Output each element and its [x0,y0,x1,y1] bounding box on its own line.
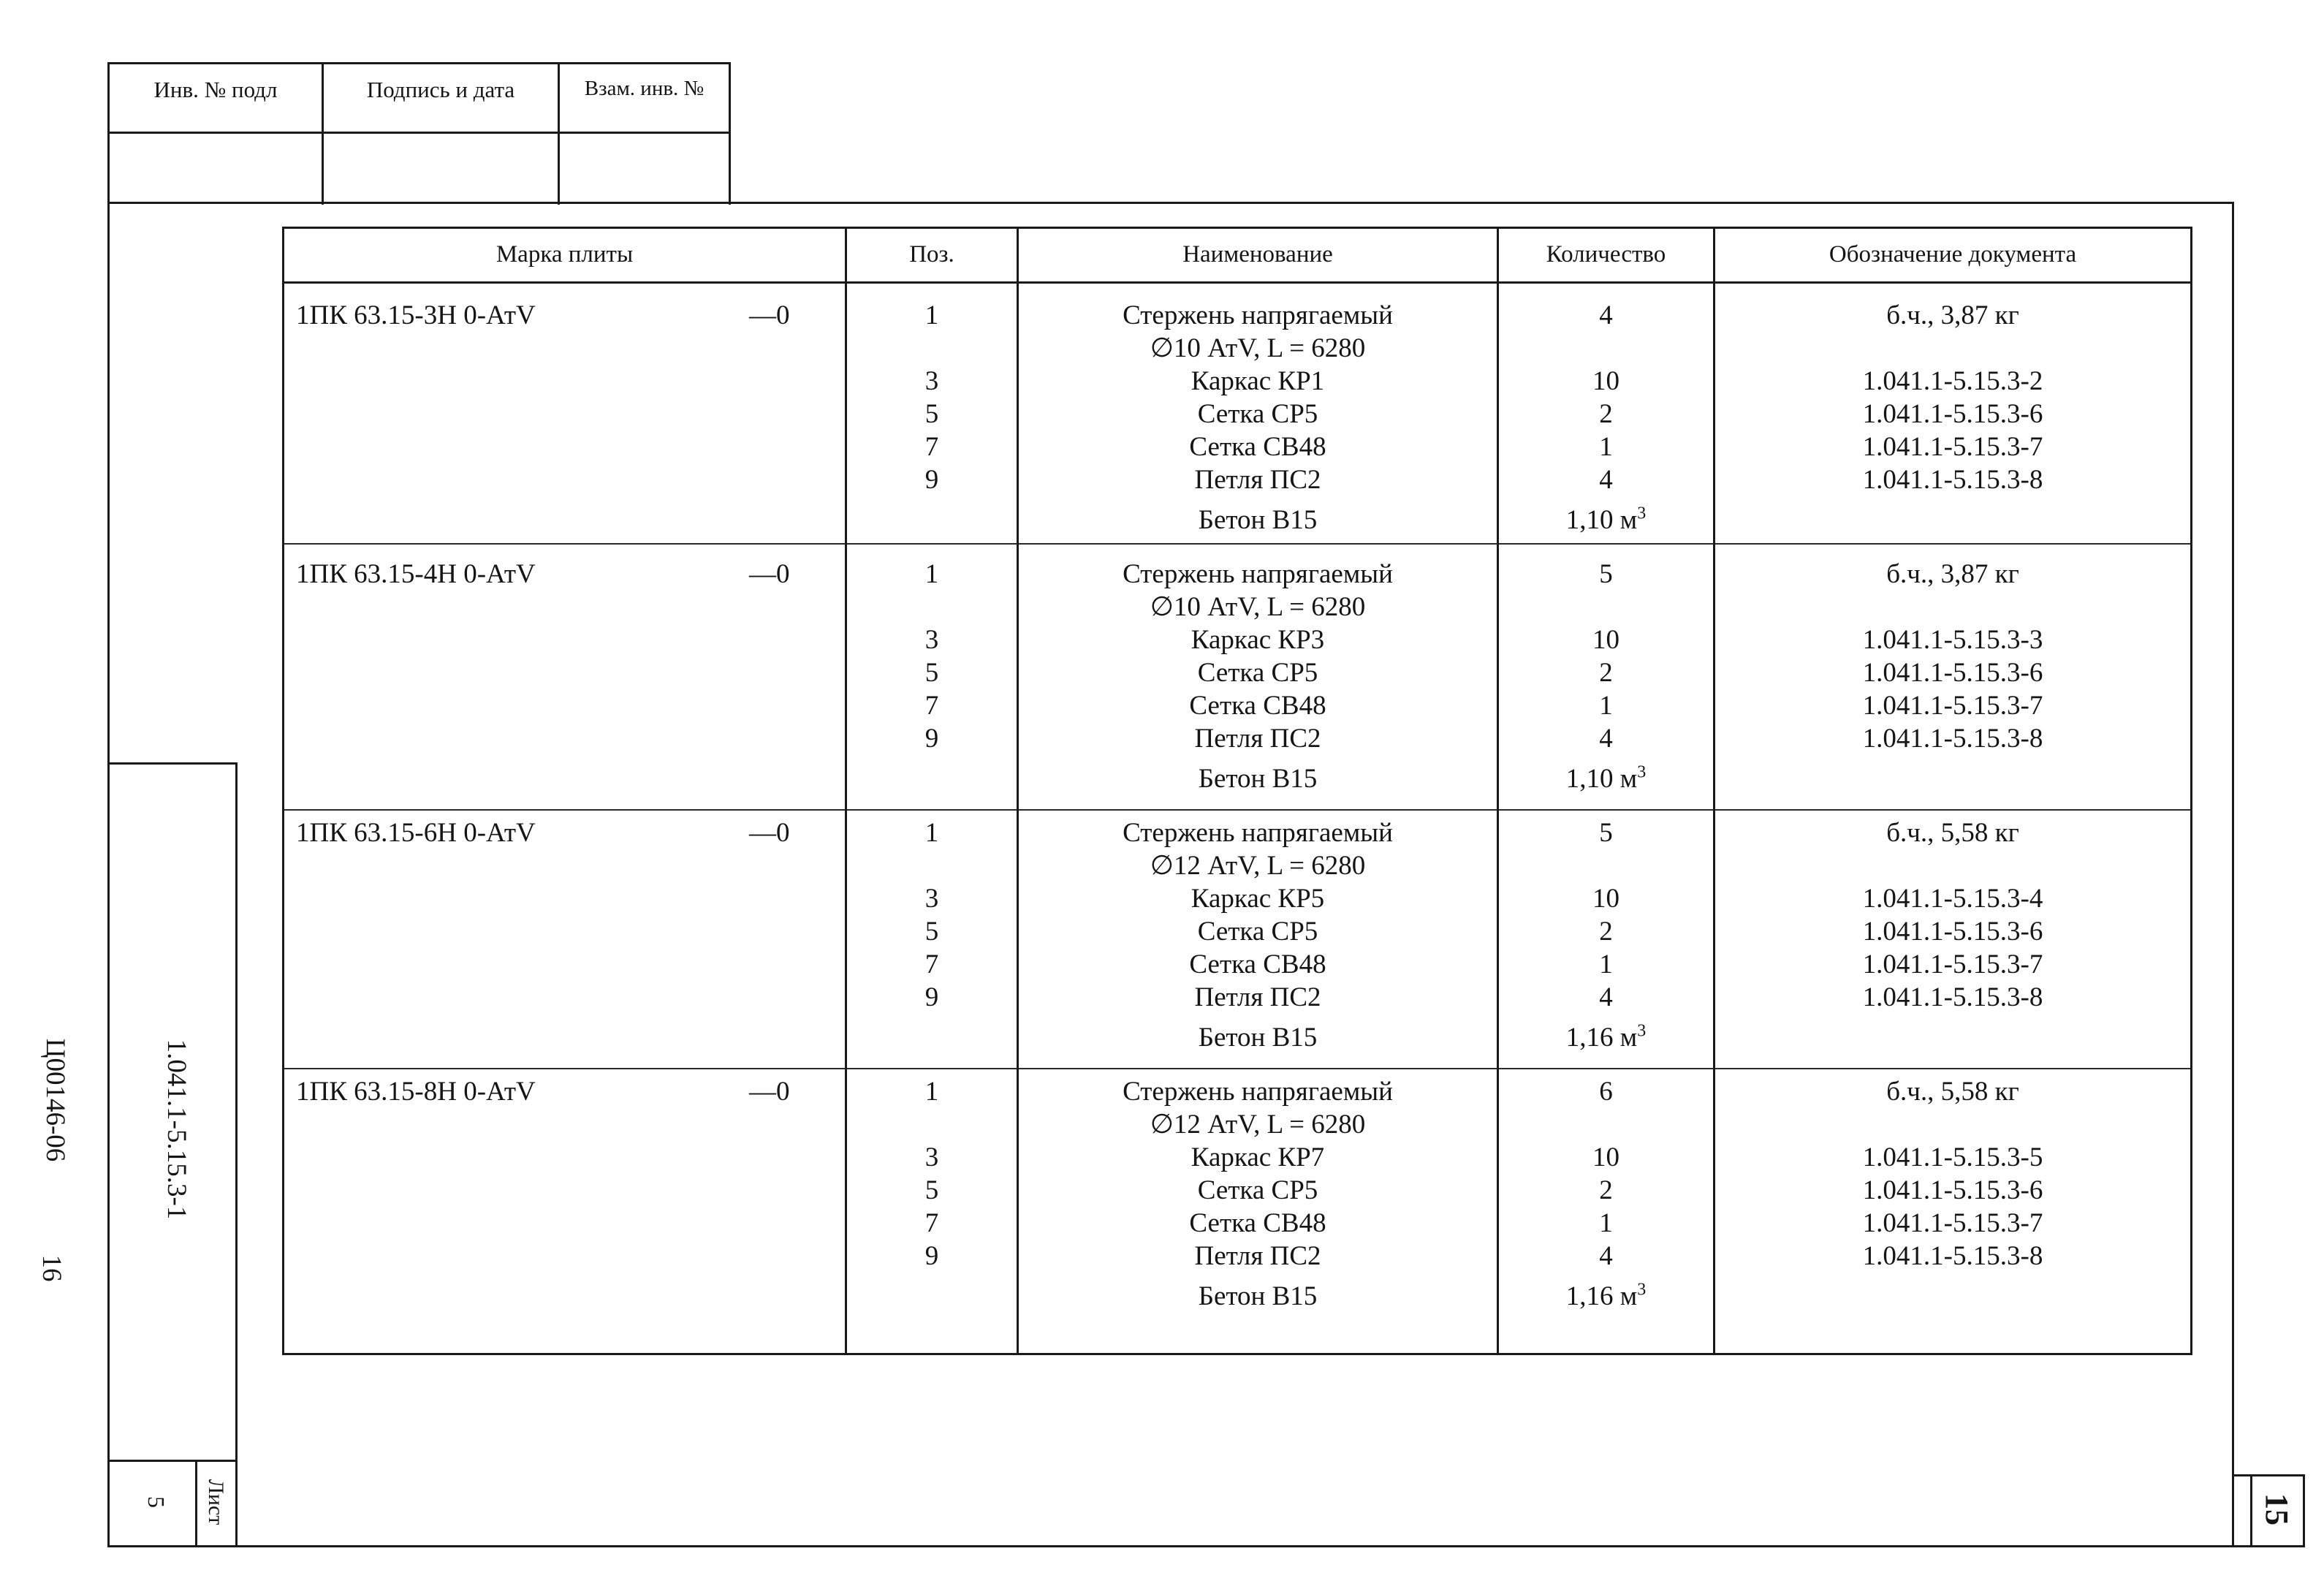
item-name: Каркас КР5 [1191,884,1325,914]
item-doc: 1.041.1-5.15.3-6 [1862,658,2043,688]
item-pos: 9 [924,982,939,1012]
item-qty: 10 [1592,625,1619,655]
concrete-name: Бетон В15 [1198,764,1318,794]
archive-page: 16 [37,1254,67,1282]
item-name: ∅10 АтV, L = 6280 [1150,592,1366,622]
item-name: Петля ПС2 [1194,465,1321,495]
item-pos: 9 [924,724,939,754]
plate-mark-suffix: —0 [749,559,790,589]
item-qty: 1 [1599,432,1613,462]
unit-power: 3 [1637,1021,1647,1041]
item-doc: 1.041.1-5.15.3-6 [1862,917,2043,947]
item-qty [1499,333,1713,365]
item-name: Стержень напрягаемый [1123,559,1393,589]
item-pos: 1 [924,818,939,848]
item-name: Сетка СР5 [1197,917,1318,947]
header-name: Наименование [1182,241,1333,268]
item-pos: 9 [924,1241,939,1271]
item-qty: 10 [1592,366,1619,396]
item-name: ∅12 АтV, L = 6280 [1150,851,1366,881]
concrete-name: Бетон В15 [1198,1281,1318,1311]
plate-mark-suffix: —0 [749,1077,790,1107]
item-doc: 1.041.1-5.15.3-3 [1862,625,2043,655]
item-pos: 5 [924,1175,939,1205]
unit-power: 3 [1637,504,1647,523]
item-qty: 1 [1599,691,1613,721]
item-qty: 10 [1592,884,1619,914]
unit-power: 3 [1637,1280,1647,1300]
item-name: Стержень напрягаемый [1123,1077,1393,1107]
archive-code: Ц00146-06 [40,1038,70,1162]
item-name: Каркас КР3 [1191,625,1325,655]
item-qty: 1 [1599,1208,1613,1238]
item-qty: 4 [1599,1241,1613,1271]
item-name: Сетка СР5 [1197,658,1318,688]
concrete-qty: 1,16 $м^3$ [1565,1280,1647,1311]
item-doc: б.ч., 5,58 кг [1886,818,2019,848]
item-qty: 4 [1599,982,1613,1012]
item-doc [1715,591,2190,623]
header-doc: Обозначение документа [1829,241,2077,268]
item-doc: 1.041.1-5.15.3-6 [1862,399,2043,429]
item-pos: 3 [924,625,939,655]
stamp-header-signature: Подпись и дата [366,77,515,102]
stamp-header-replacement: Взам. инв. № [584,77,705,100]
item-doc: 1.041.1-5.15.3-8 [1862,724,2043,754]
item-name: Сетка СР5 [1197,399,1318,429]
item-pos: 3 [924,884,939,914]
item-qty: 2 [1599,658,1613,688]
doc-code-vertical: 1.041.1-5.15.3-1 [162,1039,191,1220]
item-pos [847,333,1017,365]
concrete-qty: 1,10 $м^3$ [1565,762,1647,794]
item-name: Стержень напрягаемый [1123,300,1393,330]
item-doc: 1.041.1-5.15.3-8 [1862,1241,2043,1271]
item-doc: 1.041.1-5.15.3-8 [1862,465,2043,495]
item-doc: 1.041.1-5.15.3-8 [1862,982,2043,1012]
item-pos: 1 [924,300,939,330]
item-name: ∅12 АтV, L = 6280 [1150,1110,1366,1140]
item-pos: 9 [924,465,939,495]
item-pos: 7 [924,949,939,979]
item-qty: 10 [1592,1142,1619,1172]
concrete-name: Бетон В15 [1198,505,1318,535]
item-pos: 5 [924,658,939,688]
item-pos [847,591,1017,623]
item-doc: б.ч., 5,58 кг [1886,1077,2019,1107]
item-doc: б.ч., 3,87 кг [1886,300,2019,330]
item-qty: 2 [1599,1175,1613,1205]
item-qty: 2 [1599,399,1613,429]
item-qty: 4 [1599,724,1613,754]
item-name: Сетка СВ48 [1189,432,1326,462]
item-qty: 4 [1599,300,1613,330]
plate-mark-suffix: —0 [749,818,790,848]
item-name: Сетка СВ48 [1189,1208,1326,1238]
page-number: 15 [2259,1493,2295,1525]
item-doc: 1.041.1-5.15.3-4 [1862,884,2043,914]
item-name: ∅10 АтV, L = 6280 [1150,333,1366,363]
item-pos: 7 [924,1208,939,1238]
header-pos: Поз. [909,241,954,268]
plate-mark: 1ПК 63.15-6Н 0-АтV [296,818,536,848]
item-qty: 1 [1599,949,1613,979]
item-qty: 5 [1599,559,1613,589]
item-doc [1715,333,2190,365]
item-pos [847,1109,1017,1141]
item-pos: 5 [924,399,939,429]
item-doc [1715,1109,2190,1141]
plate-mark: 1ПК 63.15-8Н 0-АтV [296,1077,536,1107]
sheet-label: Лист [204,1479,228,1525]
item-doc: б.ч., 3,87 кг [1886,559,2019,589]
item-pos: 7 [924,691,939,721]
header-mark: Марка плиты [495,241,634,268]
item-name: Петля ПС2 [1194,1241,1321,1271]
item-pos: 3 [924,1142,939,1172]
item-pos [847,850,1017,882]
item-name: Петля ПС2 [1194,724,1321,754]
plate-mark-suffix: —0 [749,300,790,330]
item-pos: 7 [924,432,939,462]
item-name: Сетка СР5 [1197,1175,1318,1205]
concrete-qty: 1,10 $м^3$ [1565,504,1647,535]
stamp-header-inventory: Инв. № подл [153,77,278,102]
header-qty: Количество [1546,241,1666,268]
concrete-name: Бетон В15 [1198,1023,1318,1053]
item-pos: 3 [924,366,939,396]
item-pos: 1 [924,559,939,589]
item-doc: 1.041.1-5.15.3-7 [1862,1208,2043,1238]
item-qty [1499,1109,1713,1141]
plate-mark: 1ПК 63.15-4Н 0-АтV [296,559,536,589]
item-doc: 1.041.1-5.15.3-2 [1862,366,2043,396]
unit-power: 3 [1637,762,1647,782]
concrete-qty: 1,16 $м^3$ [1565,1021,1647,1053]
item-doc: 1.041.1-5.15.3-7 [1862,432,2043,462]
item-name: Сетка СВ48 [1189,691,1326,721]
item-doc: 1.041.1-5.15.3-6 [1862,1175,2043,1205]
item-qty: 2 [1599,917,1613,947]
item-doc: 1.041.1-5.15.3-7 [1862,949,2043,979]
item-qty: 5 [1599,818,1613,848]
item-name: Сетка СВ48 [1189,949,1326,979]
item-doc: 1.041.1-5.15.3-5 [1862,1142,2043,1172]
item-name: Каркас КР1 [1191,366,1325,396]
item-qty: 6 [1599,1077,1613,1107]
item-name: Стержень напрягаемый [1123,818,1393,848]
item-doc [1715,850,2190,882]
item-name: Петля ПС2 [1194,982,1321,1012]
sheet-number: 5 [143,1496,170,1508]
item-pos: 1 [924,1077,939,1107]
item-qty [1499,591,1713,623]
item-name: Каркас КР7 [1191,1142,1325,1172]
item-qty: 4 [1599,465,1613,495]
item-doc: 1.041.1-5.15.3-7 [1862,691,2043,721]
item-pos: 5 [924,917,939,947]
plate-mark: 1ПК 63.15-3Н 0-АтV [296,300,536,330]
item-qty [1499,850,1713,882]
